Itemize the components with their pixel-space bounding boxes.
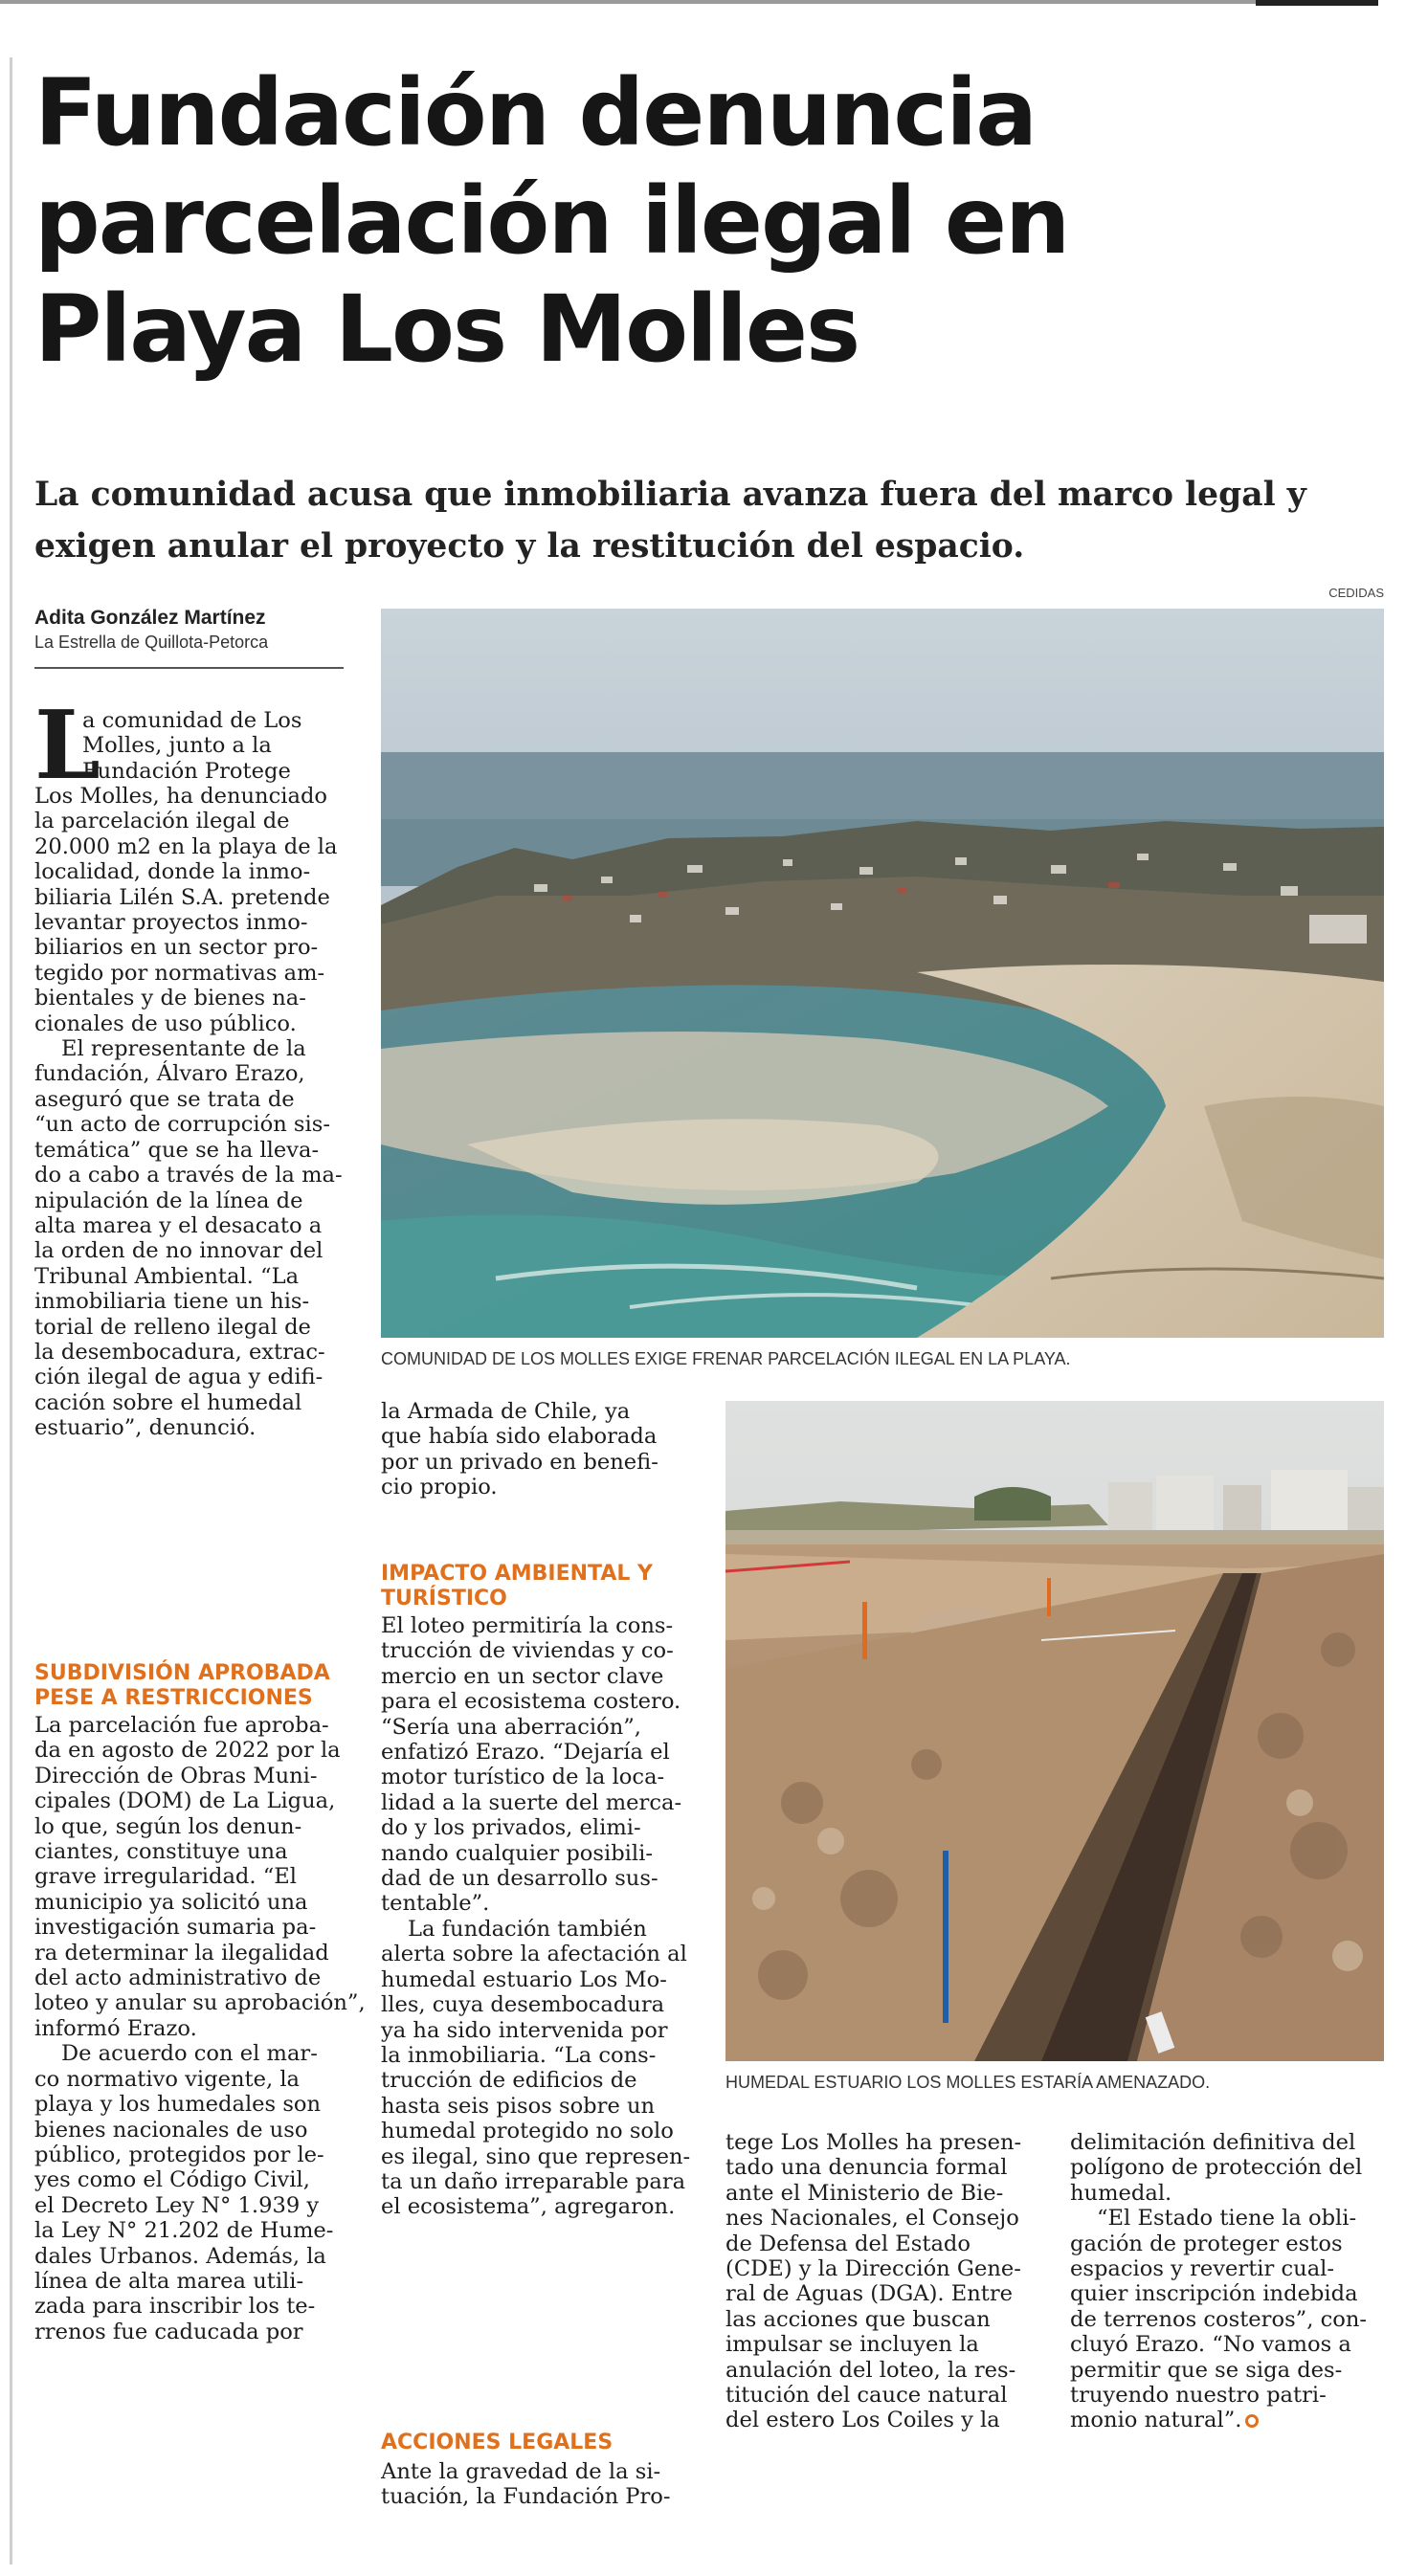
text-line: (CDE) y la Dirección Gene- — [725, 2256, 1021, 2282]
text-line: a comunidad de Los — [82, 708, 302, 733]
text-line: es ilegal, sino que represen- — [381, 2143, 691, 2169]
text-line: humedal. — [1070, 2180, 1172, 2206]
text-line: Los Molles, ha denunciado — [34, 784, 328, 809]
text-line: cionales de uso público. — [34, 1010, 297, 1036]
headline-line: Playa Los Molles — [34, 276, 859, 383]
top-section-block — [1256, 0, 1378, 6]
text-line: la desembocadura, extrac- — [34, 1339, 325, 1365]
text-line: la parcelación ilegal de — [34, 809, 290, 834]
text-line: localidad, donde la inmo- — [34, 859, 311, 885]
text-line: ral de Aguas (DGA). Entre — [725, 2281, 1014, 2307]
text-line: Fundación Protege — [82, 758, 291, 784]
text-line: bienes nacionales de uso — [34, 2117, 308, 2143]
text-line: truyendo nuestro patri- — [1070, 2383, 1327, 2409]
photo-caption: COMUNIDAD DE LOS MOLLES EXIGE FRENAR PARCELACIÓN ILEGAL EN LA PLAYA. — [381, 1349, 1071, 1368]
top-rule — [0, 0, 1378, 4]
text-line: anulación del loteo, la res- — [725, 2357, 1016, 2383]
text-line: mercio en un sector clave — [381, 1663, 664, 1689]
text-line: quier inscripción indebida — [1070, 2281, 1358, 2307]
text-line: Ante la gravedad de la si- — [381, 2459, 661, 2484]
headline — [34, 59, 1355, 384]
text-line: “un acto de corrupción sis- — [34, 1112, 330, 1138]
text-line: ra determinar la ilegalidad — [34, 1940, 329, 1965]
text-line: tegido por normativas am- — [34, 960, 325, 986]
text-line: fundación, Álvaro Erazo, — [34, 1061, 305, 1087]
text-line: playa y los humedales son — [34, 2092, 322, 2118]
text-line: dales Urbanos. Además, la — [34, 2243, 326, 2269]
text-line: El loteo permitiría la cons- — [381, 1613, 674, 1638]
beach-aerial-photo — [381, 609, 1384, 1338]
text-line: motor turístico de la loca- — [381, 1765, 665, 1790]
text-line: Molles, junto a la — [82, 733, 272, 759]
text-line: tuación, la Fundación Pro- — [381, 2484, 671, 2510]
text-line: cio propio. — [381, 1475, 498, 1500]
drop-cap-letter: L — [34, 691, 100, 801]
text-line: cipales (DOM) de La Ligua, — [34, 1788, 336, 1814]
text-line: do y los privados, elimi- — [381, 1815, 641, 1841]
text-line: cación sobre el humedal — [34, 1389, 302, 1415]
photo-caption: HUMEDAL ESTUARIO LOS MOLLES ESTARÍA AMENAZADO. — [725, 2073, 1211, 2092]
subheadline-line: La comunidad acusa que inmobiliaria avanza fuera del marco legal y — [34, 476, 1306, 514]
text-line: por un privado en benefi- — [381, 1449, 658, 1475]
text-line: trucción de viviendas y co- — [381, 1638, 674, 1664]
text-line: para el ecosistema costero. — [381, 1689, 681, 1715]
text-line: investigación sumaria pa- — [34, 1915, 317, 1941]
headline-line: parcelación ilegal en — [34, 167, 1069, 275]
text-line: ta un daño irreparable para — [381, 2168, 686, 2194]
section-subhead — [381, 1562, 653, 1611]
text-line: informó Erazo. — [34, 2015, 197, 2041]
text-line: la inmobiliaria. “La cons- — [381, 2042, 657, 2068]
subhead-line: TURÍSTICO — [381, 1587, 507, 1610]
text-line: del acto administrativo de — [34, 1965, 322, 1991]
body-paragraph — [381, 1399, 658, 1500]
text-line: el ecosistema”, agregaron. — [381, 2194, 676, 2220]
text-line: “El Estado tiene la obli- — [1097, 2206, 1357, 2232]
text-line: tado una denuncia formal — [725, 2155, 1008, 2181]
text-line: ante el Ministerio de Bie- — [725, 2180, 1004, 2206]
text-line: que había sido elaborada — [381, 1424, 658, 1450]
text-line: Dirección de Obras Muni- — [34, 1763, 318, 1788]
body-paragraph — [381, 2459, 671, 2510]
text-line: inmobiliaria tiene un his- — [34, 1289, 310, 1315]
text-line: nipulación de la línea de — [34, 1188, 303, 1213]
text-line: ción ilegal de agua y edifi- — [34, 1365, 324, 1390]
text-line: temática” que se ha lleva- — [34, 1137, 320, 1163]
text-line: biliaria Lilén S.A. pretende — [34, 884, 330, 910]
text-line: biliarios en un sector pro- — [34, 935, 319, 961]
lead-paragraph — [82, 708, 301, 784]
text-line: del estero Los Coiles y la — [725, 2408, 1000, 2433]
text-line: yes como el Código Civil, — [34, 2167, 310, 2193]
text-line: las acciones que buscan — [725, 2306, 991, 2332]
text-line: El representante de la — [61, 1036, 306, 1062]
text-line: cluyó Erazo. “No vamos a — [1070, 2332, 1351, 2358]
text-line: dad de un desarrollo sus- — [381, 1866, 658, 1892]
subheadline — [34, 469, 1374, 572]
text-line: trucción de edificios de — [381, 2068, 637, 2094]
body-paragraph — [725, 2130, 1021, 2433]
text-line: loteo y anular su aprobación”, — [34, 1990, 366, 2016]
text-line: lles, cuya desembocadura — [381, 1992, 665, 2018]
column-border — [10, 57, 12, 2565]
text-line: ciantes, constituye una — [34, 1839, 288, 1865]
text-line: torial de relleno ilegal de — [34, 1314, 311, 1340]
text-line: impulsar se incluyen la — [725, 2332, 979, 2358]
section-subhead — [34, 1661, 330, 1711]
byline-outlet: La Estrella de Quillota-Petorca — [34, 633, 269, 652]
text-line: la orden de no innovar del — [34, 1238, 324, 1264]
text-line: La fundación también — [408, 1916, 647, 1942]
headline-line: Fundación denuncia — [34, 59, 1036, 167]
text-line: zada para inscribir los te- — [34, 2294, 316, 2320]
text-line: Tribunal Ambiental. “La — [34, 1263, 300, 1289]
text-line: estuario”, denunció. — [34, 1415, 257, 1441]
text-line: 20.000 m2 en la playa de la — [34, 833, 338, 859]
text-line: humedal protegido no solo — [381, 2119, 674, 2144]
byline-author: Adita González Martínez — [34, 607, 266, 629]
subhead-line: PESE A RESTRICCIONES — [34, 1686, 313, 1710]
subheadline-line: exigen anular el proyecto y la restitución del espacio. — [34, 527, 1025, 566]
text-line: humedal estuario Los Mo- — [381, 1966, 667, 1992]
byline-rule — [34, 667, 344, 669]
text-line: da en agosto de 2022 por la — [34, 1738, 341, 1764]
text-line: hasta seis pisos sobre un — [381, 2093, 656, 2119]
text-line: nes Nacionales, el Consejo — [725, 2206, 1019, 2232]
text-line: aseguró que se trata de — [34, 1086, 295, 1112]
text-line: lidad a la suerte del merca- — [381, 1789, 682, 1815]
text-line: monio natural”. — [1070, 2408, 1242, 2433]
text-line: gación de proteger estos — [1070, 2231, 1343, 2256]
text-line: enfatizó Erazo. “Dejaría el — [381, 1740, 670, 1765]
text-line: municipio ya solicitó una — [34, 1889, 308, 1915]
text-line: alerta sobre la afectación al — [381, 1942, 687, 1967]
text-line: “Sería una aberración”, — [381, 1714, 641, 1740]
drop-cap — [34, 691, 100, 801]
text-line: grave irregularidad. “El — [34, 1864, 298, 1890]
text-line: de Defensa del Estado — [725, 2231, 971, 2256]
text-line: alta marea y el desacato a — [34, 1212, 323, 1238]
text-line: la Armada de Chile, ya — [381, 1399, 631, 1424]
body-paragraph — [1070, 2130, 1367, 2433]
end-mark-icon — [1245, 2414, 1259, 2428]
text-line: el Decreto Ley N° 1.939 y — [34, 2192, 320, 2218]
text-line: co normativo vigente, la — [34, 2066, 301, 2092]
text-line: do a cabo a través de la ma- — [34, 1163, 343, 1188]
text-line: titución del cauce natural — [725, 2383, 1008, 2409]
photo-credit: CEDIDAS — [1328, 586, 1384, 600]
subhead-line: IMPACTO AMBIENTAL Y — [381, 1562, 653, 1586]
text-line: delimitación definitiva del — [1070, 2130, 1356, 2155]
text-line: De acuerdo con el mar- — [61, 2041, 318, 2067]
body-paragraph — [381, 1613, 690, 2220]
text-line: permitir que se siga des- — [1070, 2357, 1343, 2383]
text-line: espacios y revertir cual- — [1070, 2256, 1335, 2282]
text-line: ya ha sido intervenida por — [381, 2017, 668, 2043]
text-line: lo que, según los denun- — [34, 1813, 302, 1839]
text-line: tentable”. — [381, 1891, 490, 1917]
text-line: tege Los Molles ha presen- — [725, 2130, 1022, 2155]
text-line: levantar proyectos inmo- — [34, 910, 308, 936]
text-line: público, protegidos por le- — [34, 2142, 324, 2167]
text-line: rrenos fue caducada por — [34, 2319, 303, 2344]
text-line: línea de alta marea utili- — [34, 2268, 304, 2294]
body-paragraph — [34, 1713, 366, 2344]
lead-paragraph-cont — [34, 784, 343, 1441]
text-line: polígono de protección del — [1070, 2155, 1363, 2181]
subhead-line: SUBDIVISIÓN APROBADA — [34, 1661, 330, 1685]
text-line: nando cualquier posibili- — [381, 1840, 653, 1866]
text-line: bientales y de bienes na- — [34, 986, 306, 1011]
trench-construction-photo — [725, 1401, 1384, 2061]
text-line: la Ley N° 21.202 de Hume- — [34, 2218, 334, 2244]
text-line: de terrenos costeros”, con- — [1070, 2306, 1368, 2332]
text-line: La parcelación fue aproba- — [34, 1713, 329, 1738]
section-subhead: ACCIONES LEGALES — [381, 2431, 614, 2454]
